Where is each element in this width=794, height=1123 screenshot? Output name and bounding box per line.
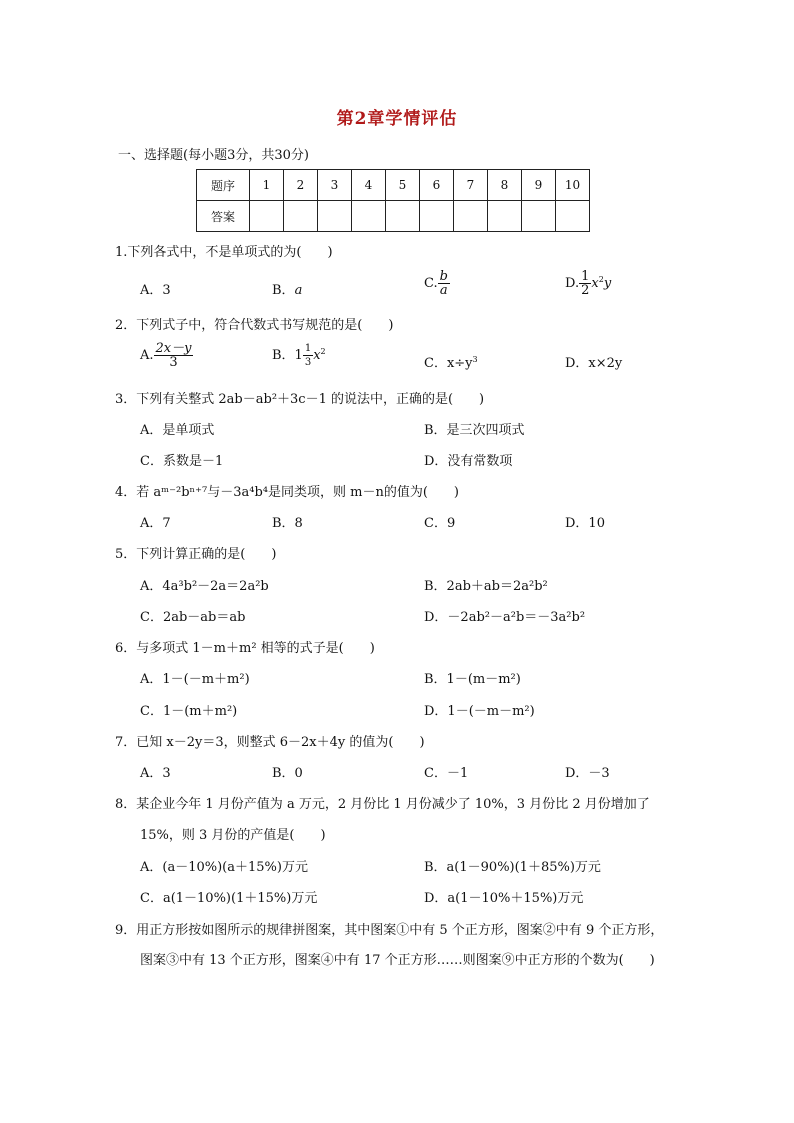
section-heading: 一、选择题(每小题3分，共30分) [118,148,309,163]
q7-option-b: B．0 [272,766,303,781]
fraction [303,342,313,369]
table-cell: 4 [352,170,386,201]
q6-option-d: D．1－(－m－m²) [424,704,535,719]
question-2-stem: 2．下列式子中，符合代数式书写规范的是( ) [115,318,394,333]
table-cell: 2 [284,170,318,201]
q3-option-b: B．是三次四项式 [424,423,525,438]
answer-cell[interactable] [352,201,386,232]
row-header-number: 题序 [197,170,250,201]
option-label: B．1 [272,348,303,363]
table-row [197,170,590,201]
variable: x [591,276,599,291]
table-cell: 7 [454,170,488,201]
table-cell: 1 [250,170,284,201]
table-cell: 5 [386,170,420,201]
q3-option-a: A．是单项式 [140,423,215,438]
q4-option-b: B．8 [272,516,303,531]
answer-table [196,169,590,232]
q6-option-b: B．1－(m－m²) [424,672,521,687]
q1-option-a: A．3 [140,283,171,298]
variable: x [313,348,321,363]
q1-option-c [424,270,450,297]
table-cell: 9 [522,170,556,201]
fraction [154,342,194,369]
option-text: C．x÷y [424,356,473,371]
option-label: C. [424,276,438,291]
exponent: 2 [320,347,326,356]
denominator: 3 [169,355,178,370]
q3-option-d: D．没有常数项 [424,454,513,469]
question-1-stem: 1.下列各式中，不是单项式的为( ) [115,245,333,260]
exponent: 3 [472,355,478,364]
q7-option-c: C．－1 [424,766,469,781]
q1-option-b [272,279,302,298]
q5-option-d: D．－2ab²－a²b＝－3a²b² [424,610,586,625]
exponent: 2 [598,275,604,284]
table-cell: 10 [556,170,590,201]
table-cell: 6 [420,170,454,201]
q4-option-d: D．10 [565,516,605,531]
question-8-stem-line-1: 8．某企业今年 1 月份产值为 a 万元，2 月份比 1 月份减少了 10%，3 月份比 2 月份增加了 [115,797,650,812]
q8-option-b: B．a(1－90%)(1＋85%)万元 [424,860,601,875]
option-label: B． [272,283,295,298]
q4-option-c: C．9 [424,516,456,531]
answer-cell[interactable] [556,201,590,232]
fraction [438,270,450,297]
numerator: 2x－y [155,341,192,356]
q2-option-d: D．x×2y [565,356,623,371]
numerator: 1 [304,343,312,354]
q7-option-d: D．－3 [565,766,610,781]
answer-cell[interactable] [250,201,284,232]
question-9-stem-line-1: 9．用正方形按如图所示的规律拼图案，其中图案①中有 5 个正方形，图案②中有 9 个正方形， [115,923,664,938]
q4-option-a: A．7 [140,516,171,531]
q5-option-c: C．2ab－ab＝ab [140,610,246,625]
q8-option-d: D．a(1－10%＋15%)万元 [424,891,584,906]
q5-option-a: A．4a³b²－2a＝2a²b [140,579,269,594]
answer-cell[interactable] [284,201,318,232]
q6-option-a: A．1－(－m＋m²) [140,672,250,687]
question-3-stem: 3．下列有关整式 2ab－ab²＋3c－1 的说法中，正确的是( ) [115,392,485,407]
question-9-stem-line-2: 图案③中有 13 个正方形，图案④中有 17 个正方形……则图案⑨中正方形的个数为( ) [140,953,655,968]
page-title: 第2章学情评估 [336,109,458,129]
numerator: 1 [581,269,590,284]
denominator: 2 [581,283,590,298]
answer-cell[interactable] [386,201,420,232]
q5-option-b: B．2ab＋ab＝2a²b² [424,579,548,594]
variable: a [294,283,303,298]
q8-option-c: C．a(1－10%)(1＋15%)万元 [140,891,318,906]
question-4-stem: 4．若 aᵐ⁻²bⁿ⁺⁷与－3a⁴b⁴是同类项，则 m－n的值为( ) [115,485,459,500]
q2-option-b [272,342,326,369]
denominator: 3 [304,357,312,368]
q2-option-a [140,342,193,369]
table-row [197,201,590,232]
q2-option-c [424,352,478,371]
table-cell: 3 [318,170,352,201]
question-7-stem: 7．已知 x－2y＝3，则整式 6－2x＋4y 的值为( ) [115,735,425,750]
answer-cell[interactable] [522,201,556,232]
row-header-answer: 答案 [197,201,250,232]
fraction [579,270,591,297]
answer-cell[interactable] [420,201,454,232]
answer-cell[interactable] [488,201,522,232]
answer-cell[interactable] [454,201,488,232]
question-5-stem: 5．下列计算正确的是( ) [115,547,277,562]
q3-option-c: C．系数是－1 [140,454,224,469]
answer-cell[interactable] [318,201,352,232]
q6-option-c: C．1－(m＋m²) [140,704,238,719]
q7-option-a: A．3 [140,766,171,781]
option-label: D. [565,276,580,291]
q1-option-d [565,270,611,297]
q8-option-a: A．(a－10%)(a＋15%)万元 [140,860,308,875]
question-6-stem: 6．与多项式 1－m＋m² 相等的式子是( ) [115,641,375,656]
option-label: A. [140,348,154,363]
question-8-stem-line-2: 15%，则 3 月份的产值是( ) [140,828,326,843]
table-cell: 8 [488,170,522,201]
numerator: b [439,269,448,284]
variable: y [603,276,612,291]
denominator: a [439,283,448,298]
